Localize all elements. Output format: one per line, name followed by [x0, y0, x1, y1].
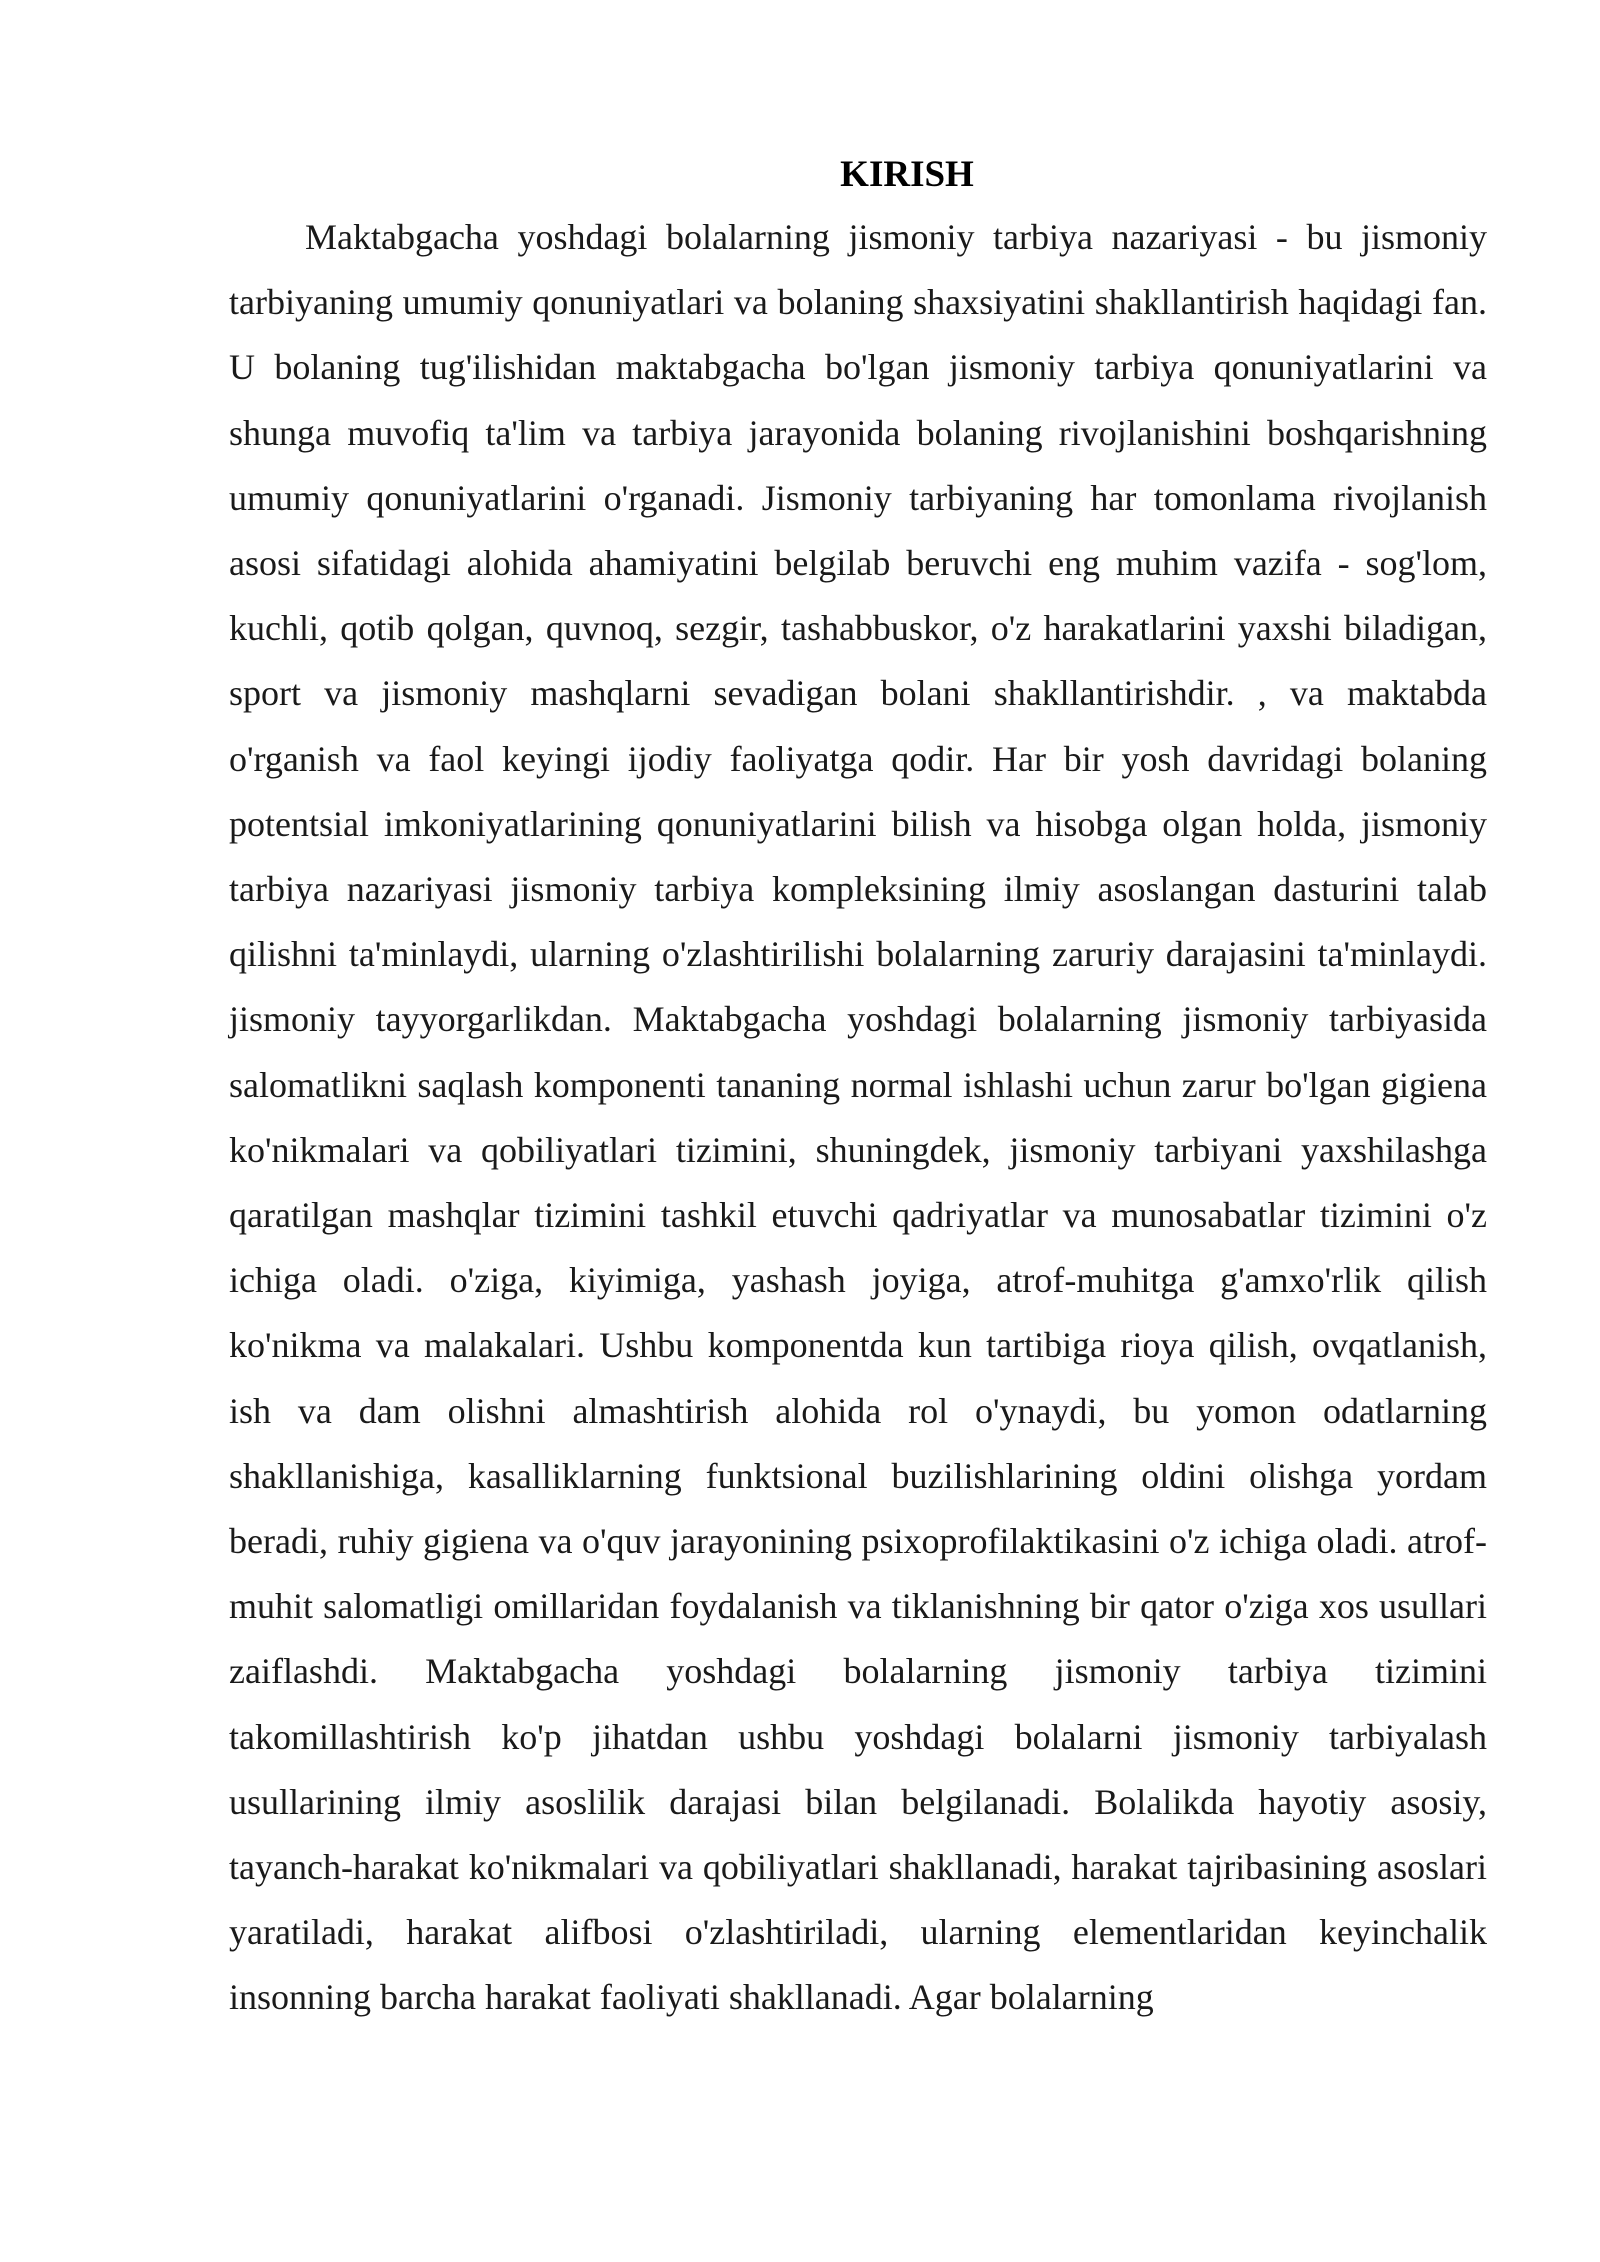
body-paragraph: Maktabgacha yoshdagi bolalarning jismoniy tarbiya nazariyasi - bu jismoniy tarbiyaning umumiy qonuniyatlari va bolaning shaxsiyatini shakllantirish haqidagi fan. U bolaning tug'ilishidan maktabgacha bo'lgan jismoniy tarbiya qonuniyatlarini va shunga muvofiq ta'lim va tarbiya jarayonida bolaning rivojlanishini boshqarishning umumiy qonuniyatlarini o'rganadi. Jismoniy tarbiyaning har tomonlama rivojlanish asosi sifatidagi alohida ahamiyatini belgilab beruvchi eng muhim vazifa - sog'lom, kuchli, qotib qolgan, quvnoq, sezgir, tashabbuskor, o'z harakatlarini yaxshi biladigan, sport va jismoniy mashqlarni sevadigan bolani shakllantirishdir. , va maktabda o'rganish va faol keyingi ijodiy faoliyatga qodir. Har bir yosh davridagi bolaning potentsial imkoniyatlarining qonuniyatlarini bilish va hisobga olgan holda, jismoniy tarbiya nazariyasi jismoniy tarbiya kompleksining ilmiy asoslangan dasturini talab qilishni ta'minlaydi, ularning o'zlashtirilishi bolalarning zaruriy darajasini ta'minlaydi. jismoniy tayyorgarlikdan. Maktabgacha yoshdagi bolalarning jismoniy tarbiyasida salomatlikni saqlash komponenti tananing normal ishlashi uchun zarur bo'lgan gigiena ko'nikmalari va qobiliyatlari tizimini, shuningdek, jismoniy tarbiyani yaxshilashga qaratilgan mashqlar tizimini tashkil etuvchi qadriyatlar va munosabatlar tizimini o'z ichiga oladi. o'ziga, kiyimiga, yashash joyiga, atrof-muhitga g'amxo'rlik qilish ko'nikma va malakalari. Ushbu komponentda kun tartibiga rioya qilish, ovqatlanish, ish va dam olishni almashtirish alohida rol o'ynaydi, bu yomon odatlarning shakllanishiga, kasalliklarning funktsional buzilishlarining oldini olishga yordam beradi, ruhiy gigiena va o'quv jarayonining psixoprofilaktikasini o'z ichiga oladi. atrof-muhit salomatligi omillaridan foydalanish va tiklanishning bir qator o'ziga xos usullari zaiflashdi. Maktabgacha yoshdagi bolalarning jismoniy tarbiya tizimini takomillashtirish ko'p jihatdan ushbu yoshdagi bolalarni jismoniy tarbiyalash usullarining ilmiy asoslilik darajasi bilan belgilanadi. Bolalikda hayotiy asosiy, tayanch-harakat ko'nikmalari va qobiliyatlari shakllanadi, harakat tajribasining asoslari yaratiladi, harakat alifbosi o'zlashtiriladi, ularning elementlaridan keyinchalik insonning barcha harakat faoliyati shakllanadi. Agar bolalarning: [229, 217, 1487, 2018]
section-heading: KIRISH: [840, 154, 974, 195]
page-content: [229, 145, 1487, 2031]
